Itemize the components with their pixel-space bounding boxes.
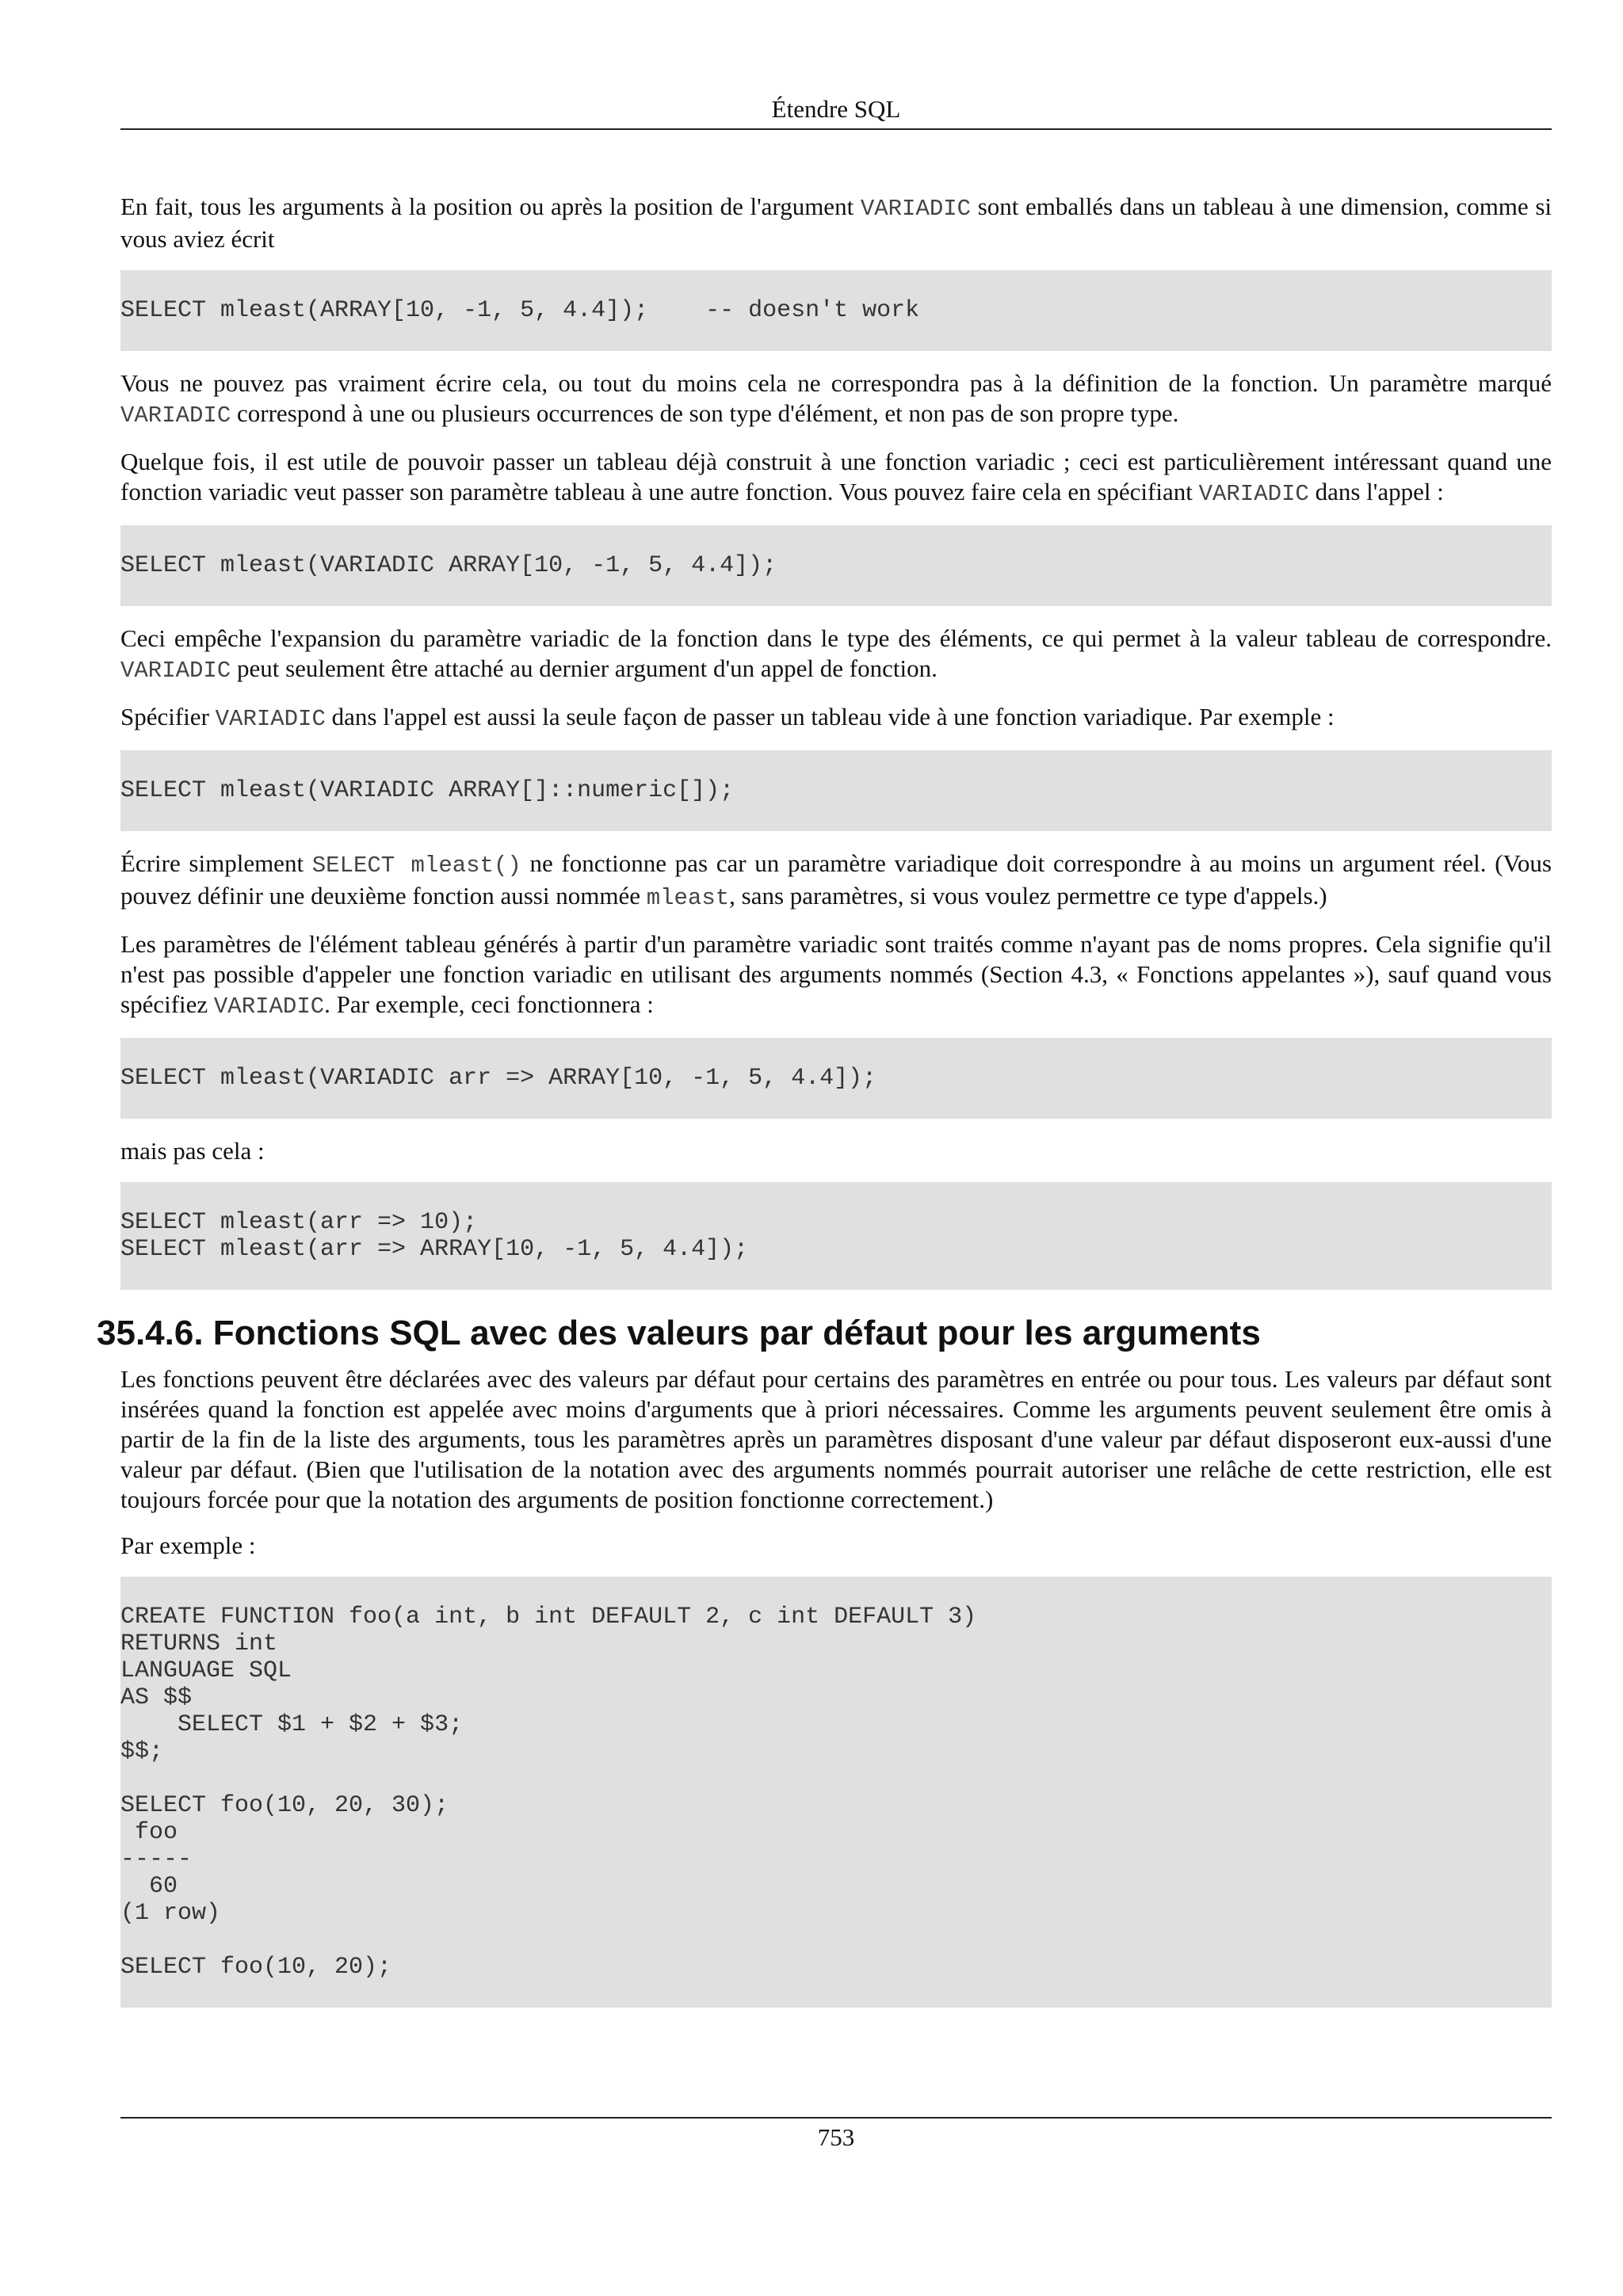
code-block: SELECT mleast(arr => 10); SELECT mleast(arr => ARRAY[10, -1, 5, 4.4]); bbox=[120, 1182, 1552, 1290]
paragraph: Spécifier VARIADIC dans l'appel est aussi la seule façon de passer un tableau vide à une fonction variadique. Par exemple : bbox=[120, 703, 1335, 732]
code-block: CREATE FUNCTION foo(a int, b int DEFAULT 2, c int DEFAULT 3) RETURNS int LANGUAGE SQL AS $$ SELECT $1 + $2 + $3; $$; SELECT foo(10, 20, 30); foo ----- 60 (1 row) SELECT foo(10, 20); bbox=[120, 1577, 1552, 2008]
paragraph: mais pas cela : bbox=[120, 1137, 265, 1165]
code-block: SELECT mleast(VARIADIC ARRAY[]::numeric[]); bbox=[120, 750, 1552, 831]
paragraph: Vous ne pouvez pas vraiment écrire cela, ou tout du moins cela ne correspondra pas à la définition de la fonction. Un paramètre marqué VARIADIC correspond à une ou plusieurs occurrences de son type d'élément, et non pas de son propre type. bbox=[120, 369, 1552, 429]
paragraph: Quelque fois, il est utile de pouvoir passer un tableau déjà construit à une fonction variadic ; ceci est particulièrement intéressant quand une fonction variadic veut passer son paramètre tableau à une autre fonction. Vous pouvez faire cela en spécifiant VARIADIC dans l'appel : bbox=[120, 448, 1552, 507]
inline-code: VARIADIC bbox=[120, 658, 231, 684]
code-block: SELECT mleast(VARIADIC arr => ARRAY[10, -1, 5, 4.4]); bbox=[120, 1038, 1552, 1119]
paragraph: Par exemple : bbox=[120, 1531, 256, 1559]
page-number: 753 bbox=[817, 2123, 855, 2151]
paragraph: Écrire simplement SELECT mleast() ne fonctionne pas car un paramètre variadique doit correspondre à au moins un argument réel. (Vous pouvez définir une deuxième fonction aussi nommée mleast, sans paramètres, si vous voulez permettre ce type d'appels.) bbox=[120, 849, 1552, 911]
inline-code: VARIADIC bbox=[215, 706, 326, 732]
inline-code: VARIADIC bbox=[1198, 481, 1309, 507]
running-header: Étendre SQL bbox=[771, 95, 901, 123]
inline-code: SELECT mleast() bbox=[311, 852, 521, 879]
inline-code: VARIADIC bbox=[860, 196, 972, 222]
code-block: SELECT mleast(VARIADIC ARRAY[10, -1, 5, 4.4]); bbox=[120, 525, 1552, 606]
section-heading: 35.4.6. Fonctions SQL avec des valeurs par défaut pour les arguments bbox=[97, 1314, 1261, 1352]
paragraph: En fait, tous les arguments à la position ou après la position de l'argument VARIADIC sont emballés dans un tableau à une dimension, comme si vous aviez écrit bbox=[120, 193, 1552, 253]
footer-rule bbox=[120, 2117, 1552, 2119]
page-content bbox=[97, 192, 1552, 2025]
paragraph: Ceci empêche l'expansion du paramètre variadic de la fonction dans le type des éléments, ce qui permet à la valeur tableau de correspondre. VARIADIC peut seulement être attaché au dernier argument d'un appel de fonction. bbox=[120, 624, 1552, 684]
code-block: SELECT mleast(ARRAY[10, -1, 5, 4.4]); -- doesn't work bbox=[120, 270, 1552, 351]
paragraph: Les paramètres de l'élément tableau générés à partir d'un paramètre variadic sont traités comme n'ayant pas de noms propres. Cela signifie qu'il n'est pas possible d'appeler une fonction variadic en utilisant des arguments nommés (Section 4.3, « Fonctions appelantes »), sauf quand vous spécifiez VARIADIC. Par exemple, ceci fonctionnera : bbox=[120, 930, 1552, 1020]
header-rule bbox=[120, 128, 1552, 130]
paragraph: Les fonctions peuvent être déclarées avec des valeurs par défaut pour certains des paramètres en entrée ou pour tous. Les valeurs par défaut sont insérées quand la fonction est appelée avec moins d'arguments que à priori nécessaires. Comme les arguments peuvent seulement être omis à partir de la fin de la liste des arguments, tous les paramètres après un paramètres disposant d'une valeur par défaut disposeront eux-aussi d'une valeur par défaut. (Bien que l'utilisation de la notation avec des arguments nommés pourrait autoriser une relâche de cette restriction, elle est toujours forcée pour que la notation des arguments de position fonctionne correctement.) bbox=[120, 1365, 1552, 1513]
inline-code: mleast bbox=[646, 885, 730, 911]
inline-code: VARIADIC bbox=[120, 402, 231, 429]
inline-code: VARIADIC bbox=[213, 994, 325, 1020]
